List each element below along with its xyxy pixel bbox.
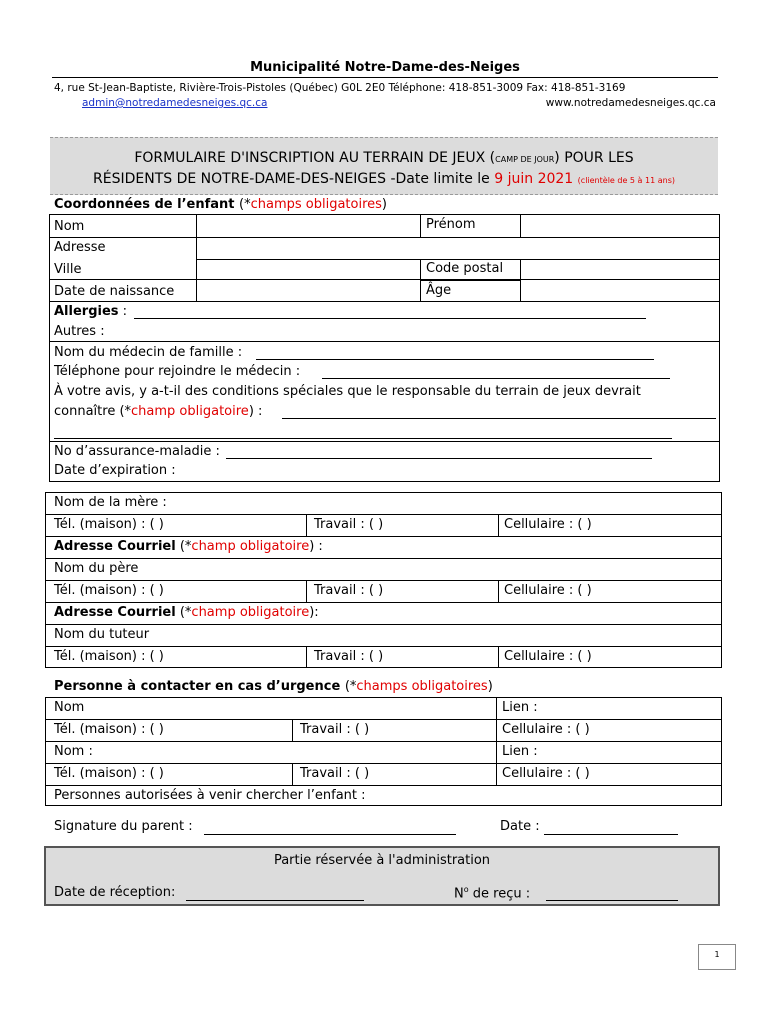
medecin-line[interactable] [256,359,654,360]
signature-label: Signature du parent : [54,819,193,834]
col-divider [306,580,307,602]
col-divider [496,697,497,785]
col-divider [292,763,293,785]
col-divider [498,646,499,668]
autres-label: Autres : [54,324,105,339]
email-link[interactable]: admin@notredamedesneiges.qc.ca [82,97,268,109]
page-number: 1 [698,944,736,970]
row-divider [45,624,722,625]
child-ville-field[interactable] [197,260,419,279]
date-label: Date : [500,819,540,834]
conditions-line[interactable] [282,418,716,419]
form-title-line2: RÉSIDENTS DE NOTRE-DAME-DES-NEIGES -Date limite le 9 juin 2021 (clientèle de 5 à 11 ans) [93,171,675,187]
child-prenom-label: Prénom [426,217,476,232]
allergies-label: Allergies : [54,304,128,319]
child-nom-field[interactable] [197,215,419,237]
child-section-title: Coordonnées de l’enfant (*champs obligatoires) [54,197,387,212]
mere-cellulaire: Cellulaire : ( ) [504,517,592,532]
row-divider [49,441,720,442]
conditions-line-2[interactable] [54,438,672,439]
admin-title: Partie réservée à l'administration [273,853,491,868]
tel-medecin-label: Téléphone pour rejoindre le médecin : [54,364,301,379]
pere-tel-maison: Tél. (maison) : ( ) [54,583,164,598]
child-age-field[interactable] [521,281,719,300]
municipality-address: 4, rue St-Jean-Baptiste, Rivière-Trois-Pistoles (Québec) G0L 2E0 Téléphone: 418-851-3009 Fax: 418-851-3169 [54,82,626,94]
child-date-naissance-label: Date de naissance [54,284,175,299]
mere-courriel-label: Adresse Courriel (*champ obligatoire) : [54,539,323,554]
child-code-postal-label: Code postal [426,261,504,276]
row-divider [45,719,722,720]
pere-courriel-label: Adresse Courriel (*champ obligatoire): [54,605,319,620]
child-prenom-field[interactable] [521,215,719,237]
mere-travail: Travail : ( ) [314,517,384,532]
row-divider [49,301,720,302]
date-reception-line[interactable] [186,900,364,901]
urgence1-nom: Nom [54,700,85,715]
urgence2-cellulaire: Cellulaire : ( ) [502,766,590,781]
no-recu-label: $N^o$ de reçu : [454,885,531,902]
col-divider [498,580,499,602]
urgence-section-title: Personne à contacter en cas d’urgence (*champs obligatoires) [54,679,493,694]
mere-label: Nom de la mère : [54,495,167,510]
urgence1-cellulaire: Cellulaire : ( ) [502,722,590,737]
tuteur-label: Nom du tuteur [54,627,150,642]
row-divider [420,280,520,281]
row-divider [45,646,722,647]
conditions-question-line2: connaître (*champ obligatoire) : [54,404,263,419]
row-divider [45,785,722,786]
tel-medecin-line[interactable] [322,378,670,379]
col-divider [306,514,307,536]
child-adresse-label: Adresse [54,240,106,255]
mere-tel-maison: Tél. (maison) : ( ) [54,517,164,532]
conditions-question-line1: À votre avis, y a-t-il des conditions spéciales que le responsable du terrain de jeux devrait [54,384,641,399]
urgence2-travail: Travail : ( ) [300,766,370,781]
col-divider [420,214,421,238]
signature-line[interactable] [204,834,456,835]
tuteur-travail: Travail : ( ) [314,649,384,664]
row-divider [45,536,722,537]
date-line[interactable] [544,834,678,835]
website-text: www.notredamedesneiges.qc.ca [545,97,716,109]
child-date-naissance-field[interactable] [197,281,419,300]
child-nom-label: Nom [54,219,85,234]
assurance-line[interactable] [226,458,652,459]
pere-cellulaire: Cellulaire : ( ) [504,583,592,598]
pere-label: Nom du père [54,561,139,576]
col-divider [292,719,293,741]
child-adresse-field[interactable] [197,238,719,258]
clientele-note: (clientèle de 5 à 11 ans) [577,176,675,185]
no-recu-line[interactable] [546,900,678,901]
row-divider [45,580,722,581]
urgence1-tel-maison: Tél. (maison) : ( ) [54,722,164,737]
child-ville-label: Ville [54,262,82,277]
col-divider [306,646,307,668]
header-divider [52,77,718,78]
child-age-label: Âge [426,283,452,298]
expiration-label: Date d’expiration : [54,463,176,478]
form-title-line1: FORMULAIRE D'INSCRIPTION AU TERRAIN DE JEUX (CAMP DE JOUR) POUR LES [134,150,634,166]
urgence2-nom: Nom : [54,744,93,759]
row-divider [45,763,722,764]
allergies-line[interactable] [134,318,646,319]
assurance-label: No d’assurance-maladie : [54,444,220,459]
child-code-postal-field[interactable] [521,260,719,279]
urgence1-lien: Lien : [502,700,538,715]
col-divider [498,514,499,536]
tuteur-cellulaire: Cellulaire : ( ) [504,649,592,664]
row-divider [45,741,722,742]
pere-travail: Travail : ( ) [314,583,384,598]
deadline-date: 9 juin 2021 [494,171,574,187]
date-reception-label: Date de réception: [54,885,176,900]
urgence2-lien: Lien : [502,744,538,759]
urgence2-tel-maison: Tél. (maison) : ( ) [54,766,164,781]
row-divider [49,341,720,342]
urgence1-travail: Travail : ( ) [300,722,370,737]
tuteur-tel-maison: Tél. (maison) : ( ) [54,649,164,664]
personnes-autorisees-label: Personnes autorisées à venir chercher l’enfant : [54,788,366,803]
row-divider [49,279,720,280]
municipality-title: Municipalité Notre-Dame-des-Neiges [250,60,520,75]
medecin-label: Nom du médecin de famille : [54,345,243,360]
row-divider [45,558,722,559]
row-divider [45,602,722,603]
row-divider [45,514,722,515]
